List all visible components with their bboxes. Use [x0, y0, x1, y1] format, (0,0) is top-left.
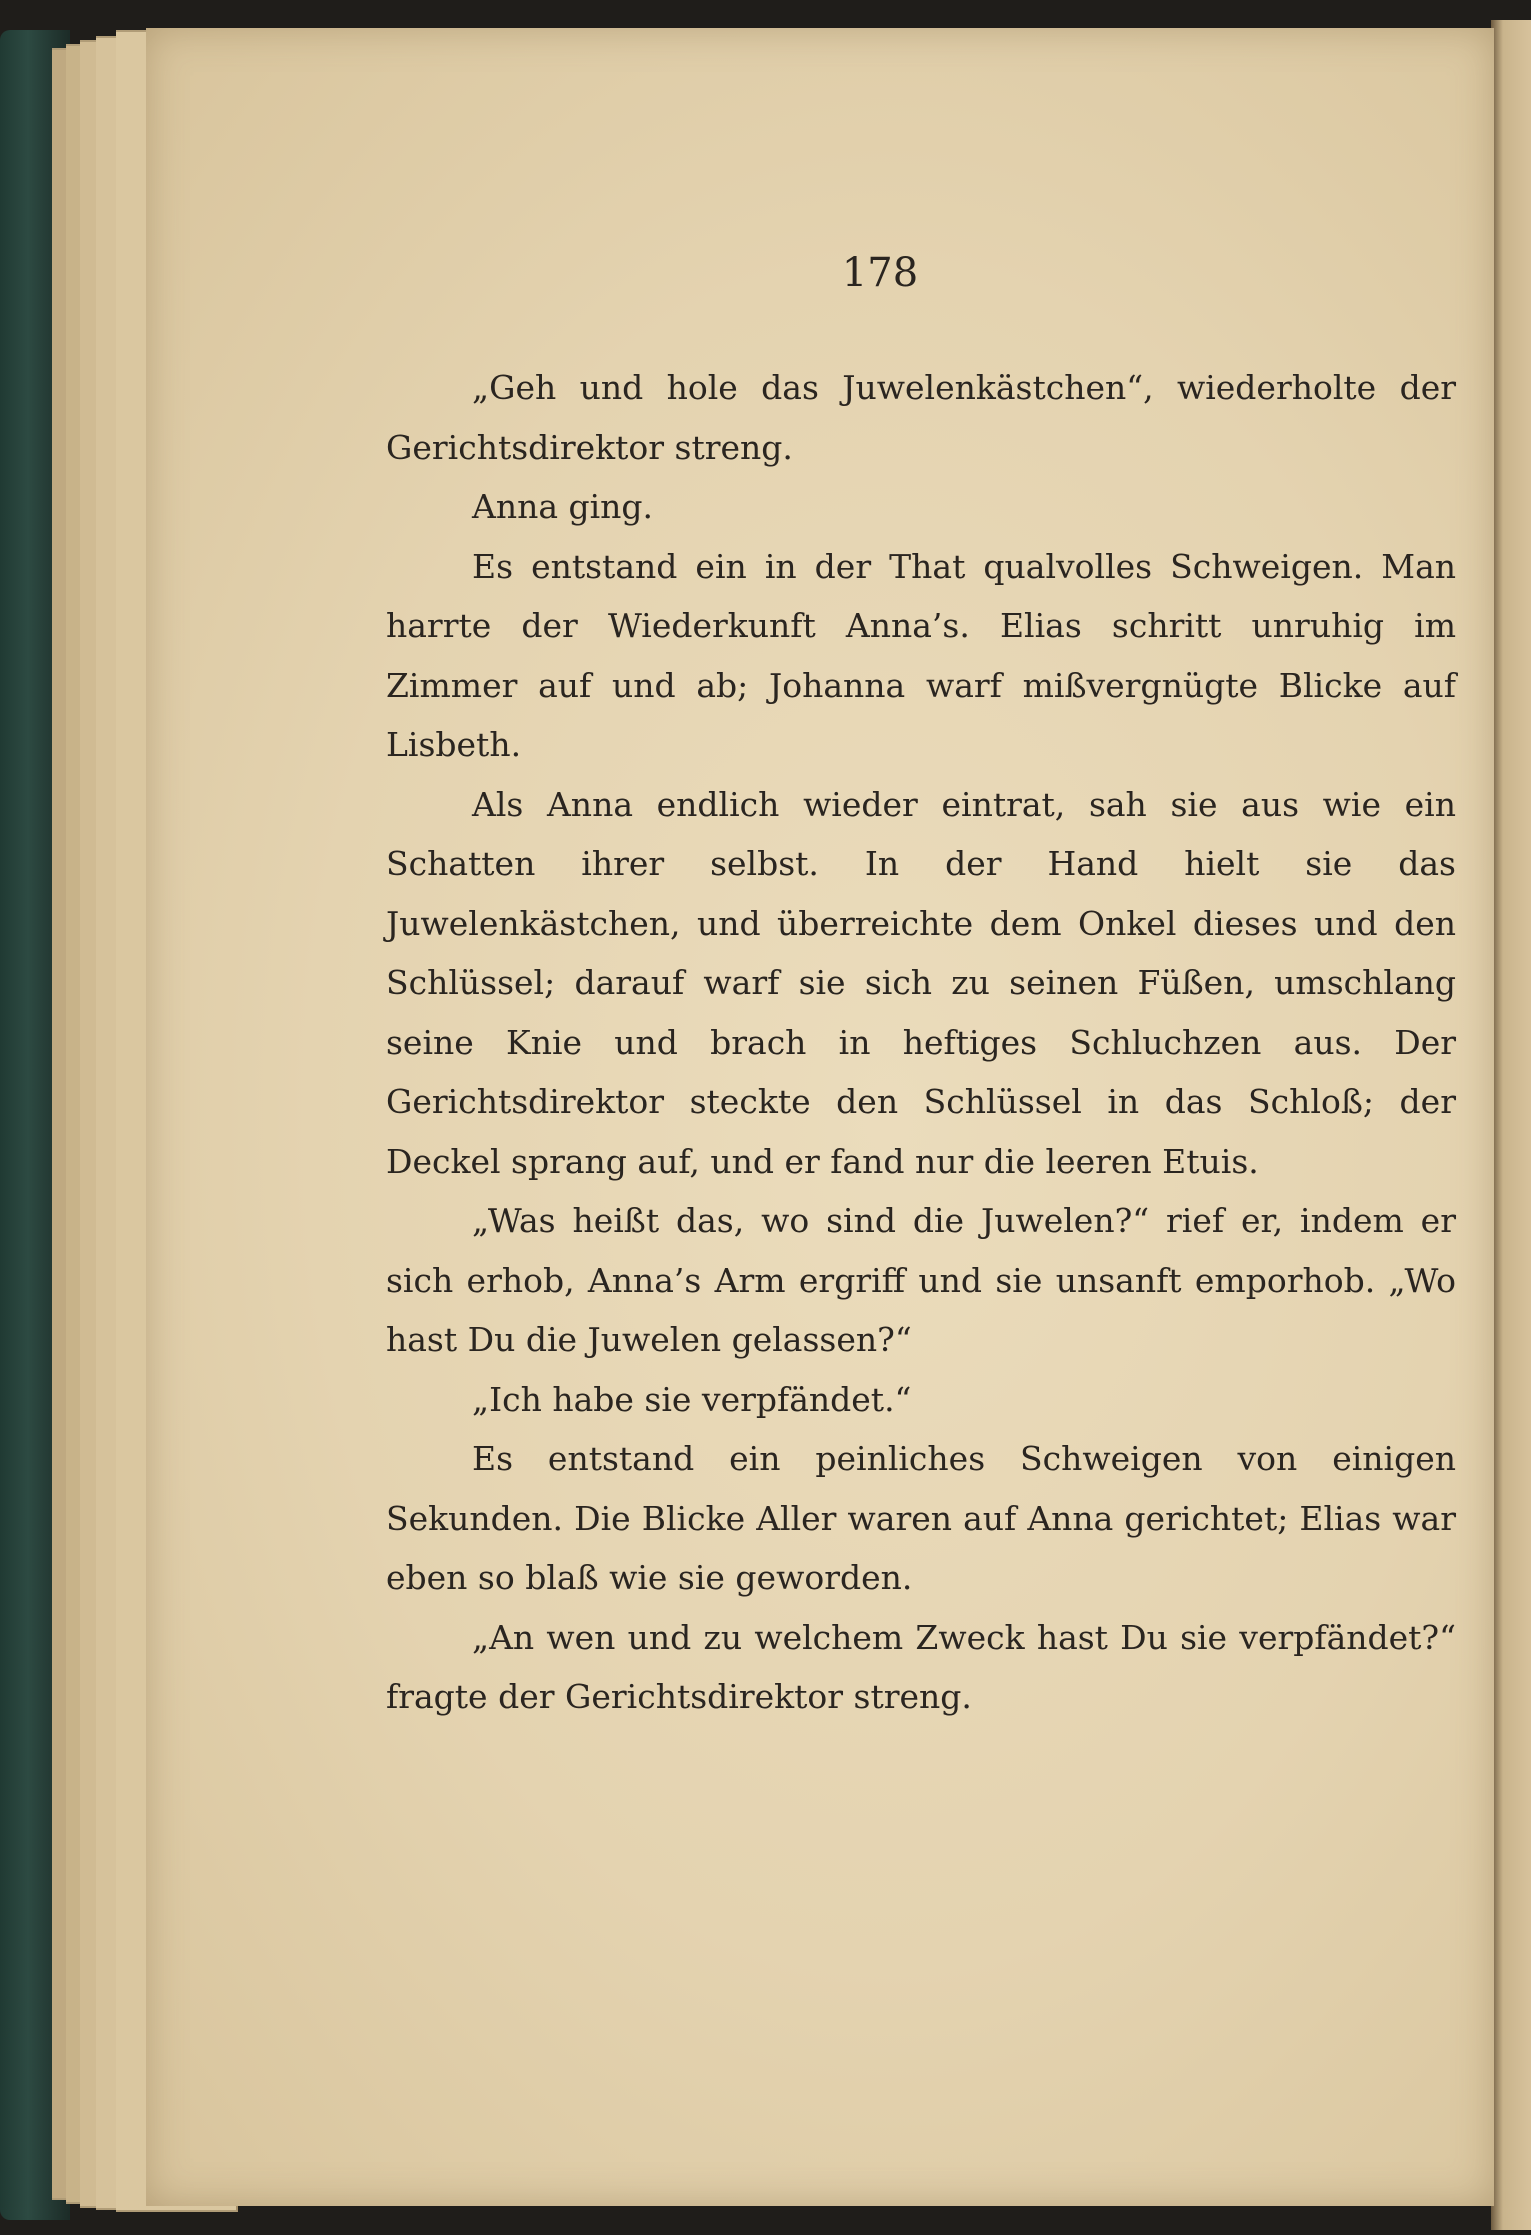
facing-page-edge [1491, 20, 1531, 2230]
paragraph: Es entstand ein in der That qualvolles Schweigen. Man harrte der Wiederkunft Anna’s. Elias schritt unruhig im Zimmer auf und ab; Johanna warf mißvergnügte Blicke auf Lisbeth. [386, 546, 1456, 764]
paragraph: „Was heißt das, wo sind die Juwelen?“ rief er, indem er sich erhob, Anna’s Arm ergriff und sie unsanft emporhob. „Wo hast Du die Juwelen gelassen?“ [386, 1201, 1456, 1359]
paragraph: „An wen und zu welchem Zweck hast Du sie verpfändet?“ fragte der Gerichtsdirektor streng. [386, 1617, 1456, 1716]
page-number: 178 [841, 250, 919, 296]
paragraph: Als Anna endlich wieder eintrat, sah sie aus wie ein Schatten ihrer selbst. In der Hand hielt sie das Juwelenkästchen, und überreichte dem Onkel dieses und den Schlüssel; darauf warf sie sich zu seinen Füßen, umschlang seine Knie und brach in heftiges Schluchzen aus. Der Gerichtsdirektor steckte den Schlüssel in das Schloß; der Deckel sprang auf, und er fand nur die leeren Etuis. [386, 784, 1456, 1181]
page-text [386, 358, 1456, 1727]
book-page [146, 28, 1494, 2206]
paragraph: Es entstand ein peinliches Schweigen von einigen Sekunden. Die Blicke Aller waren auf Anna gerichtet; Elias war eben so blaß wie sie geworden. [386, 1439, 1456, 1597]
paragraph: Anna ging. [472, 487, 654, 526]
paragraph: „Geh und hole das Juwelenkästchen“, wiederholte der Gerichtsdirektor streng. [386, 368, 1456, 467]
paragraph: „Ich habe sie verpfändet.“ [472, 1379, 912, 1419]
